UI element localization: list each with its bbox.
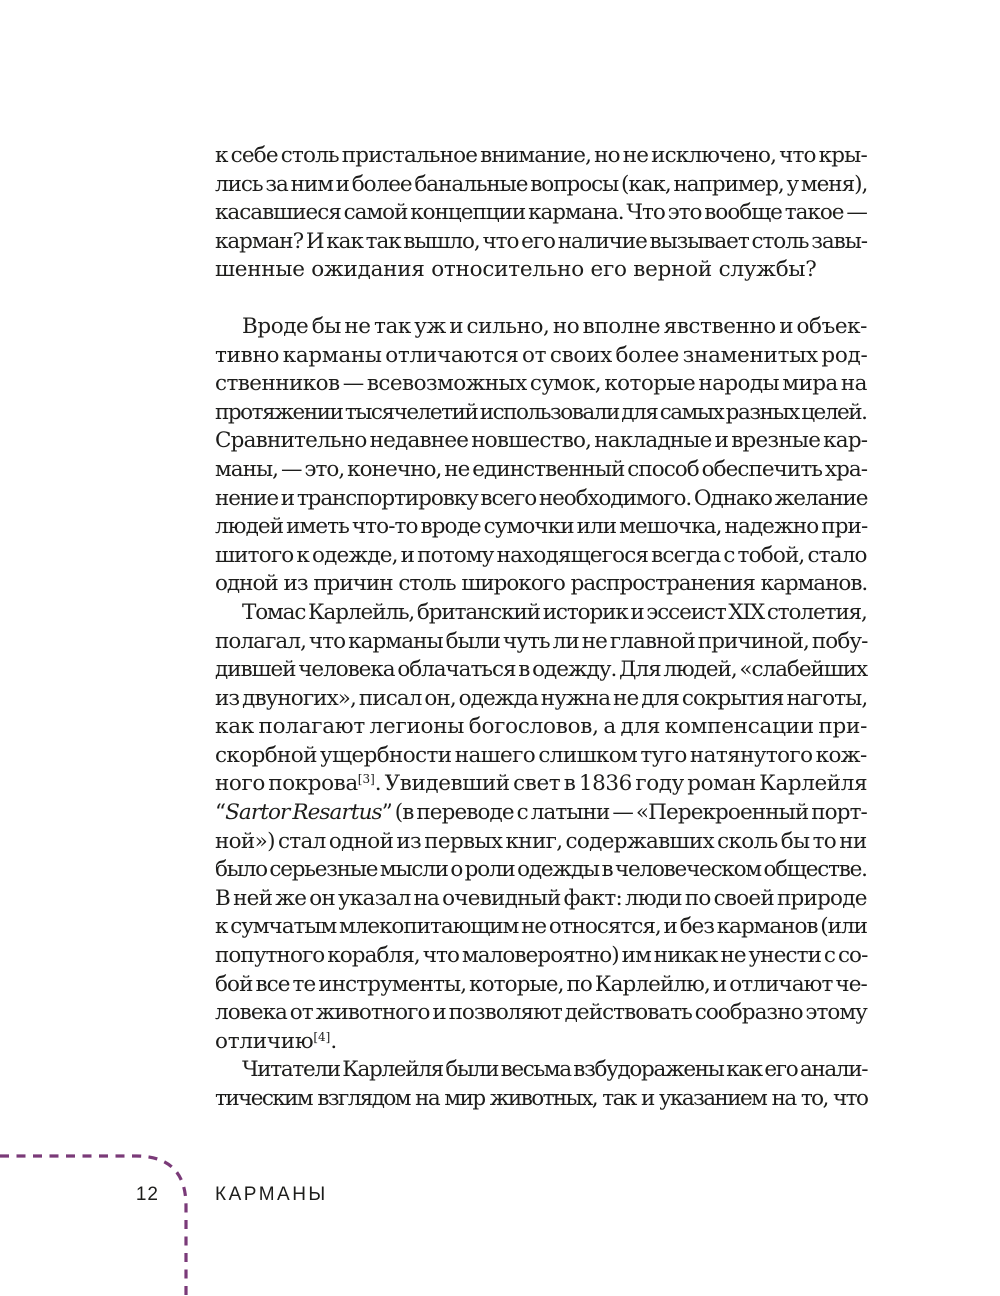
text-line: [215, 228, 867, 257]
footnote-ref: [3]: [357, 772, 375, 787]
text-run: из двуногих», писал он, одежда нужна не для сокрытия наготы,: [215, 685, 868, 711]
text-line: [215, 342, 867, 371]
text-run: протяжении тысячелетий использовали для самых разных целей.: [215, 399, 867, 425]
text-line: [215, 713, 867, 742]
text-line: [215, 370, 867, 399]
text-run: В ней же он указал на очевидный факт: люди по своей природе: [215, 885, 867, 911]
text-line: [215, 542, 867, 571]
text-line: [215, 570, 867, 599]
text-run: Читатели Карлейля были весьма взбудоражены как его анали-: [242, 1057, 868, 1083]
text-run: лись за ним и более банальные вопросы (как, например, у меня),: [215, 171, 868, 197]
text-line: [215, 770, 867, 799]
text-line: [215, 856, 867, 885]
footnote-ref: [4]: [313, 1029, 331, 1044]
text-run: шитого к одежде, и потому находящегося всегда с тобой, стало: [215, 542, 867, 568]
text-run: Сравнительно недавнее новшество, накладные и врезные кар-: [215, 428, 868, 454]
text-run: к сумчатым млекопитающим не относятся, и без карманов (или: [215, 914, 867, 940]
text-run: к себе столь пристальное внимание, но не исключено, что кры-: [215, 143, 867, 168]
text-run: Вроде бы не так уж и сильно, но вполне явственно и объек-: [242, 313, 867, 339]
text-line: [215, 885, 867, 914]
text-line: [215, 513, 867, 542]
text-run: .: [330, 1028, 337, 1054]
text-line: [215, 1056, 867, 1085]
text-line: [215, 971, 867, 1000]
text-run: шенные ожидания относительно его верной службы?: [215, 257, 817, 283]
text-run: одной из причин столь широкого распространения карманов.: [215, 571, 868, 597]
text-run: Томас Карлейль, британский историк и эссеист XIX столетия,: [242, 599, 867, 625]
text-run: ной») стал одной из первых книг, содержавших сколь бы то ни: [215, 828, 867, 854]
dashed-corner-frame-icon: [0, 1140, 200, 1296]
text-line: [215, 456, 867, 485]
text-line: [215, 256, 867, 285]
text-run: тическим взглядом на мир животных, так и указанием на то, что: [215, 1086, 868, 1111]
text-run: как полагают легионы богословов, а для компенсации при-: [215, 714, 868, 740]
paragraph: [215, 142, 867, 285]
text-run: отличию: [215, 1028, 314, 1054]
text-run: было серьезные мысли о роли одежды в человеческом обществе.: [215, 857, 867, 883]
text-line: [215, 485, 867, 514]
text-run: ” (в переводе с латыни — «Перекроенный порт-: [381, 800, 867, 826]
paragraph: [215, 1056, 867, 1113]
running-head: КАРМАНЫ: [215, 1184, 328, 1205]
text-line: [215, 913, 867, 942]
text-line: [215, 742, 867, 771]
text-run: ловека от животного и позволяют действовать сообразно этому: [215, 1000, 867, 1026]
text-run: ного покрова: [215, 771, 358, 797]
text-line: [215, 313, 867, 342]
text-line: [215, 399, 867, 428]
text-line: [215, 1028, 867, 1057]
text-line: [215, 656, 867, 685]
text-line: [215, 828, 867, 857]
text-line: [215, 599, 867, 628]
text-line: [215, 1085, 867, 1114]
text-run: попутного корабля, что маловероятно) им никак не унести с со-: [215, 943, 868, 969]
text-line: [215, 199, 867, 228]
italic-title: Sartor Resartus: [225, 800, 382, 826]
text-run: касавшиеся самой концепции кармана. Что это вообще такое —: [215, 200, 867, 226]
text-run: скорбной ущербности нашего слишком туго натянутого кож-: [215, 742, 867, 768]
text-run: маны, — это, конечно, не единственный способ обеспечить хра-: [215, 456, 868, 482]
text-run: полагал, что карманы были чуть ли не главной причиной, побу-: [215, 628, 868, 654]
text-line: [215, 999, 867, 1028]
text-line: [215, 427, 867, 456]
text-run: дившей человека облачаться в одежду. Для людей, «слабейших: [215, 657, 868, 683]
text-run: ственников — всевозможных сумок, которые народы мира на: [215, 371, 867, 397]
text-line: [215, 942, 867, 971]
text-line: [215, 628, 867, 657]
text-run: людей иметь что-то вроде сумочки или мешочка, надежно при-: [215, 514, 868, 540]
text-run: бой все те инструменты, которые, по Карлейлю, и отличают че-: [215, 971, 867, 997]
text-run: карман? И как так вышло, что его наличие вызывает столь завы-: [215, 228, 867, 254]
text-line: [215, 799, 867, 828]
body-text: [215, 142, 867, 1114]
text-run: нение и транспортировку всего необходимого. Однако желание: [215, 485, 868, 511]
text-run: “: [215, 800, 226, 826]
paragraph: [215, 313, 867, 599]
text-line: [215, 685, 867, 714]
text-run: . Увидевший свет в 1836 году роман Карлейля: [374, 771, 868, 797]
paragraph-gap: [215, 285, 867, 313]
paragraph: [215, 599, 867, 1057]
text-run: тивно карманы отличаются от своих более знаменитых род-: [215, 342, 868, 368]
text-line: [215, 171, 867, 200]
text-line: [215, 142, 867, 171]
page-number: 12: [135, 1184, 159, 1205]
